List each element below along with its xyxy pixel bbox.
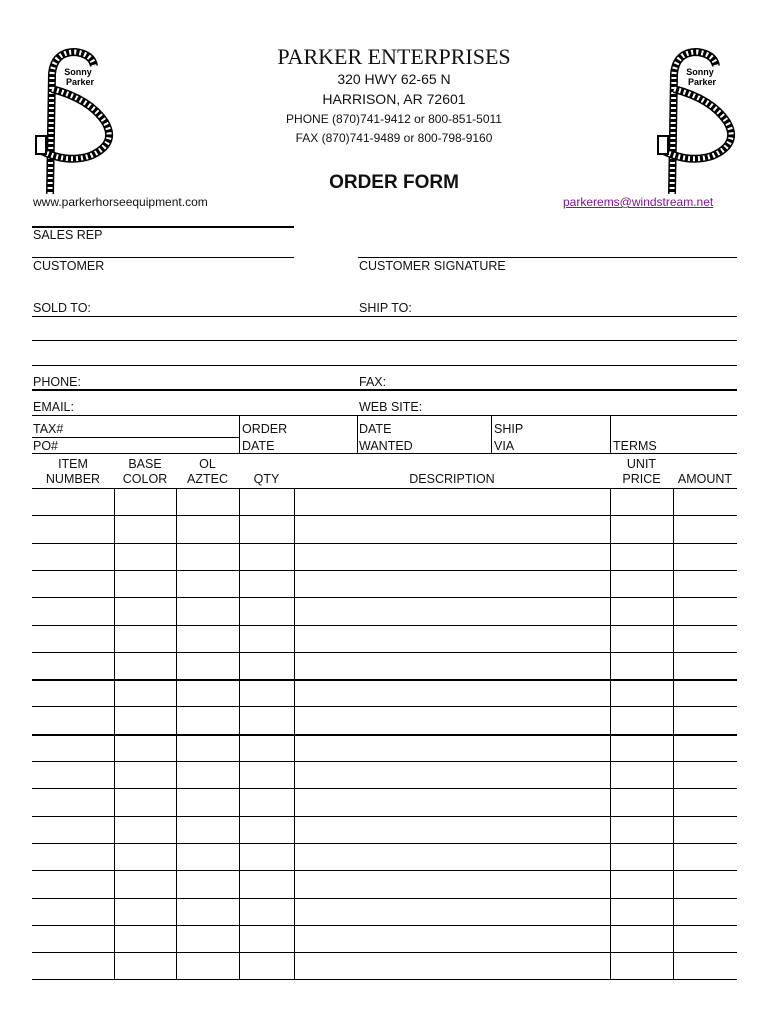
company-fax: FAX (870)741-9489 or 800-798-9160 [295, 131, 493, 145]
ship-label: SHIP [494, 422, 524, 436]
web-site-label: WEB SITE: [359, 400, 423, 414]
customer-label: CUSTOMER [33, 259, 105, 273]
email-label: EMAIL: [33, 400, 74, 414]
rule [32, 437, 239, 438]
terms-label: TERMS [613, 439, 657, 453]
po-label: PO# [33, 439, 59, 453]
table-row[interactable] [32, 625, 737, 626]
company-address-line2: HARRISON, AR 72601 [322, 91, 466, 107]
table-row[interactable] [32, 734, 737, 736]
tax-label: TAX# [33, 422, 64, 436]
svg-text:Sonny: Sonny [686, 67, 714, 77]
rule [610, 416, 611, 453]
rule [357, 416, 358, 453]
order-label: ORDER [242, 422, 288, 436]
svg-text:Sonny: Sonny [64, 67, 92, 77]
col-header-item-number-line2: NUMBER [45, 472, 101, 486]
company-phone: PHONE (870)741-9412 or 800-851-5011 [286, 112, 502, 126]
table-row[interactable] [32, 925, 737, 926]
column-divider [294, 488, 295, 979]
sales-rep-label: SALES REP [33, 228, 103, 242]
table-row[interactable] [32, 706, 737, 707]
column-divider [239, 488, 240, 979]
col-header-description: DESCRIPTION [409, 472, 495, 486]
rule [32, 488, 737, 489]
order-date-label: DATE [242, 439, 275, 453]
table-row[interactable] [32, 679, 737, 681]
rule [239, 416, 240, 453]
table-row[interactable] [32, 843, 737, 844]
rule [32, 415, 737, 416]
table-row[interactable] [32, 570, 737, 571]
rule [32, 257, 294, 258]
col-header-amount: AMOUNT [677, 472, 733, 486]
rule [32, 453, 737, 454]
rule [32, 316, 737, 317]
col-header-unit-price-line1: UNIT [626, 457, 657, 471]
sonny-parker-logo-left [30, 44, 120, 194]
col-header-base-color-line1: BASE [128, 457, 162, 471]
customer-signature-label: CUSTOMER SIGNATURE [359, 259, 506, 273]
sold-to-label: SOLD TO: [33, 301, 91, 315]
table-row[interactable] [32, 543, 737, 544]
date-label: DATE [359, 422, 392, 436]
company-address-line1: 320 HWY 62-65 N [337, 71, 451, 87]
rule [491, 416, 492, 453]
wanted-label: WANTED [359, 439, 413, 453]
rule [358, 257, 737, 258]
col-header-item-number-line1: ITEM [58, 457, 88, 471]
website: www.parkerhorseequipment.com [33, 195, 208, 209]
table-row[interactable] [32, 515, 737, 516]
table-row[interactable] [32, 952, 737, 953]
table-row[interactable] [32, 816, 737, 817]
table-row[interactable] [32, 597, 737, 598]
col-header-ol-aztec-line2: AZTEC [187, 472, 228, 486]
table-row[interactable] [32, 979, 737, 980]
table-row[interactable] [32, 898, 737, 899]
table-row[interactable] [32, 761, 737, 762]
col-header-unit-price-line2: PRICE [622, 472, 661, 486]
svg-text:Parker: Parker [65, 77, 95, 87]
col-header-ol-aztec-line1: OL [199, 457, 216, 471]
col-header-qty: QTY [253, 472, 280, 486]
table-row[interactable] [32, 870, 737, 871]
column-divider [673, 488, 674, 979]
table-row[interactable] [32, 788, 737, 789]
via-label: VIA [494, 439, 515, 453]
email-link[interactable]: parkerems@windstream.net [563, 195, 714, 209]
ship-to-label: SHIP TO: [359, 301, 412, 315]
column-divider [176, 488, 177, 979]
company-name: PARKER ENTERPRISES [277, 44, 511, 69]
column-divider [114, 488, 115, 979]
rule [32, 389, 737, 391]
column-divider [610, 488, 611, 979]
sonny-parker-logo-right [652, 44, 742, 194]
form-title: ORDER FORM [329, 172, 459, 193]
col-header-base-color-line2: COLOR [122, 472, 168, 486]
rule [32, 365, 737, 366]
fax-label: FAX: [359, 375, 387, 389]
table-row[interactable] [32, 652, 737, 653]
phone-label: PHONE: [33, 375, 81, 389]
rule [32, 340, 737, 341]
svg-text:Parker: Parker [687, 77, 717, 87]
